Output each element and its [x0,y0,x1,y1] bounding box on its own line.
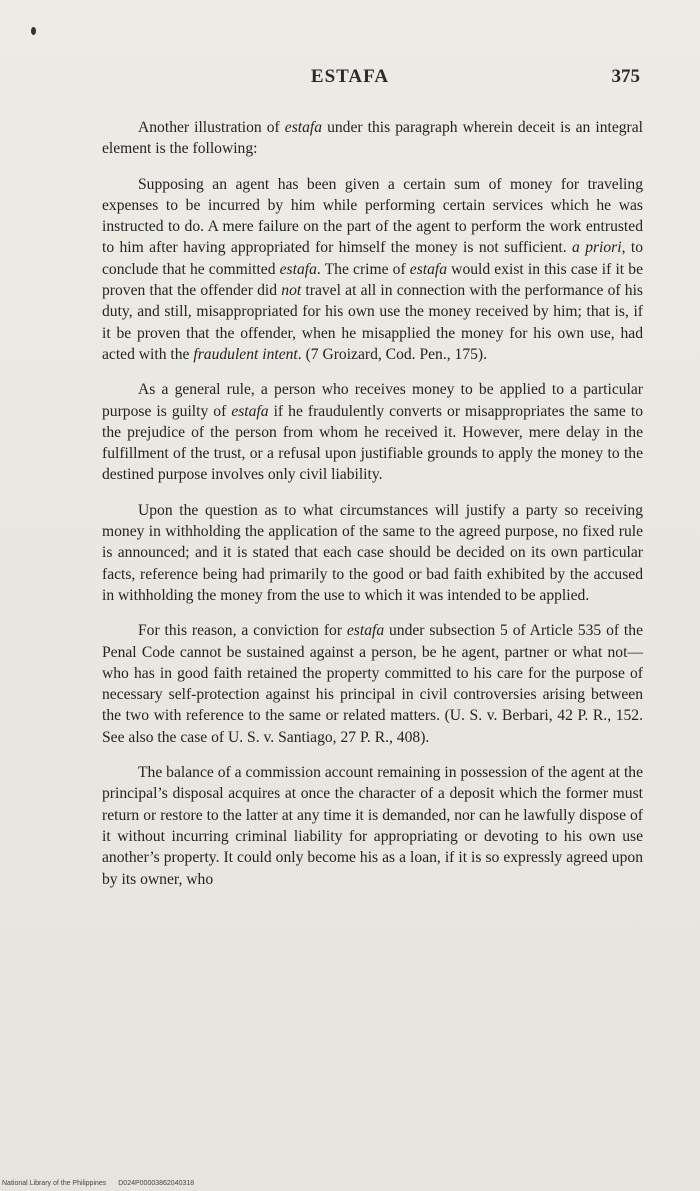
italic-run: estafa [409,260,448,278]
text-run: would exist in this case if it be proven that the offender did [102,260,643,300]
paragraph-6 [102,762,643,890]
italic-run: not [281,282,302,300]
text-run: travel at all in connection with the performance of his duty, and still, misappropriated for his own use the money received by him; that is, if it be proven that the offender, when he misapplied the money for his own use, had acted with the [102,282,644,363]
italic-run: estafa [284,119,323,136]
italic-run: a priori [572,239,622,257]
paragraph-1 [102,117,643,160]
text-run: Another illustration of [138,119,285,136]
library-credit: National Library of the Philippines [2,1180,107,1187]
ink-spot [31,27,36,35]
text-run: . The crime of [316,260,410,278]
paragraph-4 [102,500,643,606]
text-run: Supposing an agent has been given a certain sum of money for traveling expenses to be incurred by him while performing certain services which he was instructed to do. A mere failure on the part of the agent to perform the work entrusted to him after having appropriated for himself the money is not sufficient. [102,175,643,257]
text-run: under subsection 5 of Article 535 of the Penal Code cannot be sustained against a person, be he agent, partner or what not—who has in good faith retained the property committed to his care for the purpose of necessary self-protection against his principal in civil controversies arising between the two with reference to the same or related matters. (U. S. v. Berbari, 42 P. R., 152. See also the case of U. S. v. Santiago, 27 P. R., 408). [102,622,643,746]
text-run: , to conclude that he committed [102,239,643,278]
text-run: Upon the question as to what circumstances will justify a party so receiving money in withholding the application of the same to the agreed purpose, no fixed rule is announced; and it is stated that each case should be decided on its own particular facts, reference being had primarily to the good or bad faith exhibited by the accused in withholding the money from the use to which it was intended to be applied. [102,501,643,604]
italic-run: estafa [346,622,385,640]
italic-run: estafa [231,402,269,420]
paragraph-3 [102,379,643,485]
italic-run: estafa [279,260,317,278]
text-run: . (7 Groizard, Cod. Pen., 175). [297,345,488,363]
text-run: The balance of a commission account remaining in possession of the agent at the principal’s disposal acquires at once the character of a deposit which the former must return or restore to the latter at any time it is demanded, nor can he lawfully dispose of it without incurring criminal liability for appropriating or devoting to his own use another’s property. It could only become his as a loan, if it is so expressly agreed upon by its owner, who [102,764,643,888]
text-run: if he fraudulently converts or misappropriates the same to the prejudice of the person from whom he received it. However, mere delay in the fulfillment of the trust, or a refusal upon justifiable grounds to apply the money to the destined purpose involves only civil liability. [102,402,643,484]
paragraph-5 [102,620,643,748]
scan-footer [2,1180,194,1187]
page-number: 375 [611,66,640,87]
scan-id: D024P00003862040318 [118,1180,195,1187]
paragraph-2 [102,174,643,366]
text-run: For this reason, a conviction for [138,622,347,640]
text-run: As a general rule, a person who receives money to be applied to a particular purpose is guilty of [102,381,643,420]
text-run: under this paragraph wherein deceit is an integral element is the following: [102,119,643,158]
running-head: ESTAFA [310,66,390,87]
page-header [0,66,700,90]
italic-run: fraudulent intent [193,345,298,363]
body-text [102,117,643,904]
